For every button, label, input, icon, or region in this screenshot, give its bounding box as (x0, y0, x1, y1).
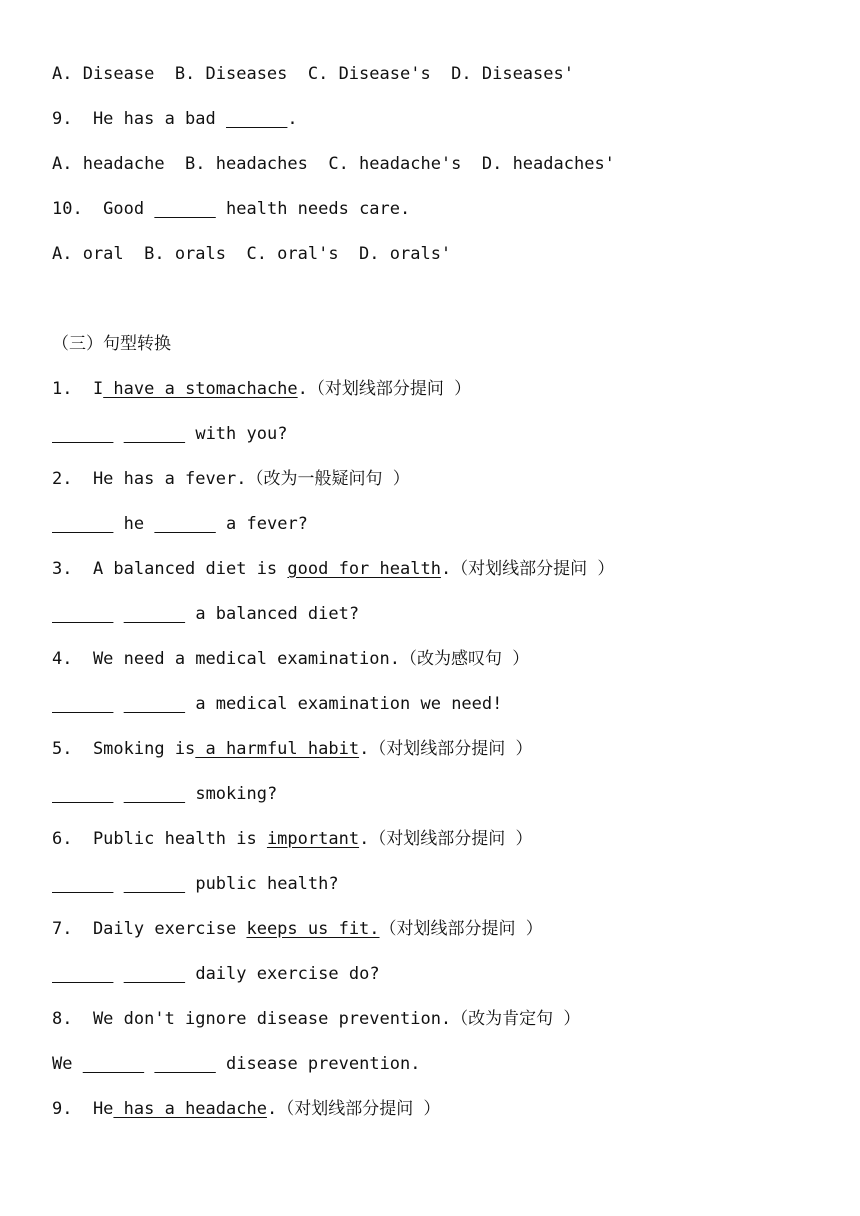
line-text (113, 874, 123, 894)
text-line (52, 918, 543, 940)
line-text: daily exercise do? (185, 964, 380, 984)
line-text: .（对划线部分提问 ） (266, 1099, 441, 1119)
text-line (52, 153, 615, 175)
line-text: . (287, 109, 298, 129)
line-text: .（对划线部分提问 ） (440, 559, 615, 579)
line-text: 4. We need a medical examination.（改为感叹句 ） (52, 649, 530, 669)
line-text: .（对划线部分提问 ） (297, 379, 472, 399)
line-text: 1. I (52, 379, 104, 399)
underlined-text (124, 784, 185, 804)
text-line (52, 963, 380, 985)
text-line (52, 1008, 580, 1030)
text-line (52, 1098, 440, 1120)
line-text: 9. He (52, 1099, 114, 1119)
underlined-text (52, 424, 113, 444)
underlined-text (52, 604, 113, 624)
line-text: he (113, 514, 155, 534)
line-text: 10. Good (52, 199, 155, 219)
text-line (52, 198, 410, 220)
line-text: public health? (185, 874, 339, 894)
underlined-text: have a stomachache (103, 379, 298, 399)
line-text: 2. He has a fever.（改为一般疑问句 ） (52, 469, 410, 489)
line-text: smoking? (185, 784, 278, 804)
line-text: 6. Public health is (52, 829, 267, 849)
underlined-text (52, 514, 113, 534)
line-text: .（对划线部分提问 ） (359, 829, 533, 849)
line-text: 7. Daily exercise (52, 919, 247, 939)
underlined-text (52, 694, 113, 714)
text-line (52, 378, 471, 400)
underlined-text: has a headache (113, 1099, 267, 1119)
underlined-text: a harmful habit (195, 739, 360, 759)
line-text: 9. He has a bad (52, 109, 226, 129)
line-text: A. oral B. orals C. oral's D. orals' (52, 244, 452, 264)
text-line (52, 468, 410, 490)
text-line (52, 333, 171, 355)
text-line (52, 873, 339, 895)
line-text (113, 604, 123, 624)
underlined-text (124, 424, 185, 444)
text-line (52, 603, 359, 625)
text-line (52, 828, 533, 850)
line-text: disease prevention. (215, 1054, 421, 1074)
line-text: A. Disease B. Diseases C. Disease's D. Diseases' (52, 64, 574, 84)
underlined-text (124, 694, 185, 714)
underlined-text (83, 1054, 144, 1074)
underlined-text (52, 784, 113, 804)
line-text: a balanced diet? (185, 604, 360, 624)
line-text: （三）句型转换 (52, 334, 171, 354)
text-line (52, 513, 308, 535)
text-line (52, 423, 287, 445)
underlined-text (124, 604, 185, 624)
line-text: We (52, 1054, 83, 1074)
line-text: a medical examination we need! (185, 694, 503, 714)
text-line (52, 243, 451, 265)
underlined-text: good for health (287, 559, 441, 579)
line-text: a fever? (215, 514, 308, 534)
underlined-text (154, 1054, 215, 1074)
line-text (113, 694, 123, 714)
underlined-text (124, 874, 185, 894)
line-text: with you? (185, 424, 288, 444)
line-text: health needs care. (215, 199, 411, 219)
line-text: 3. A balanced diet is (52, 559, 288, 579)
text-line (52, 63, 574, 85)
underlined-text: important (266, 829, 360, 849)
underlined-text (52, 874, 113, 894)
text-line (52, 783, 277, 805)
text-line (52, 558, 614, 580)
line-text: （对划线部分提问 ） (379, 919, 543, 939)
line-text (144, 1054, 154, 1074)
line-text (113, 964, 123, 984)
line-text (113, 784, 123, 804)
text-line (52, 648, 529, 670)
line-text: 5. Smoking is (52, 739, 196, 759)
underlined-text (52, 964, 113, 984)
underlined-text (124, 964, 185, 984)
text-line (52, 693, 502, 715)
text-line (52, 1053, 421, 1075)
underlined-text: keeps us fit. (246, 919, 380, 939)
underlined-text (154, 514, 215, 534)
line-text: 8. We don't ignore disease prevention.（改为肯定句 ） (52, 1009, 581, 1029)
line-text (113, 424, 123, 444)
text-line (52, 738, 533, 760)
underlined-text (154, 199, 215, 219)
line-text: A. headache B. headaches C. headache's D. headaches' (52, 154, 615, 174)
line-text: .（对划线部分提问 ） (359, 739, 533, 759)
text-line (52, 108, 298, 130)
underlined-text (226, 109, 287, 129)
